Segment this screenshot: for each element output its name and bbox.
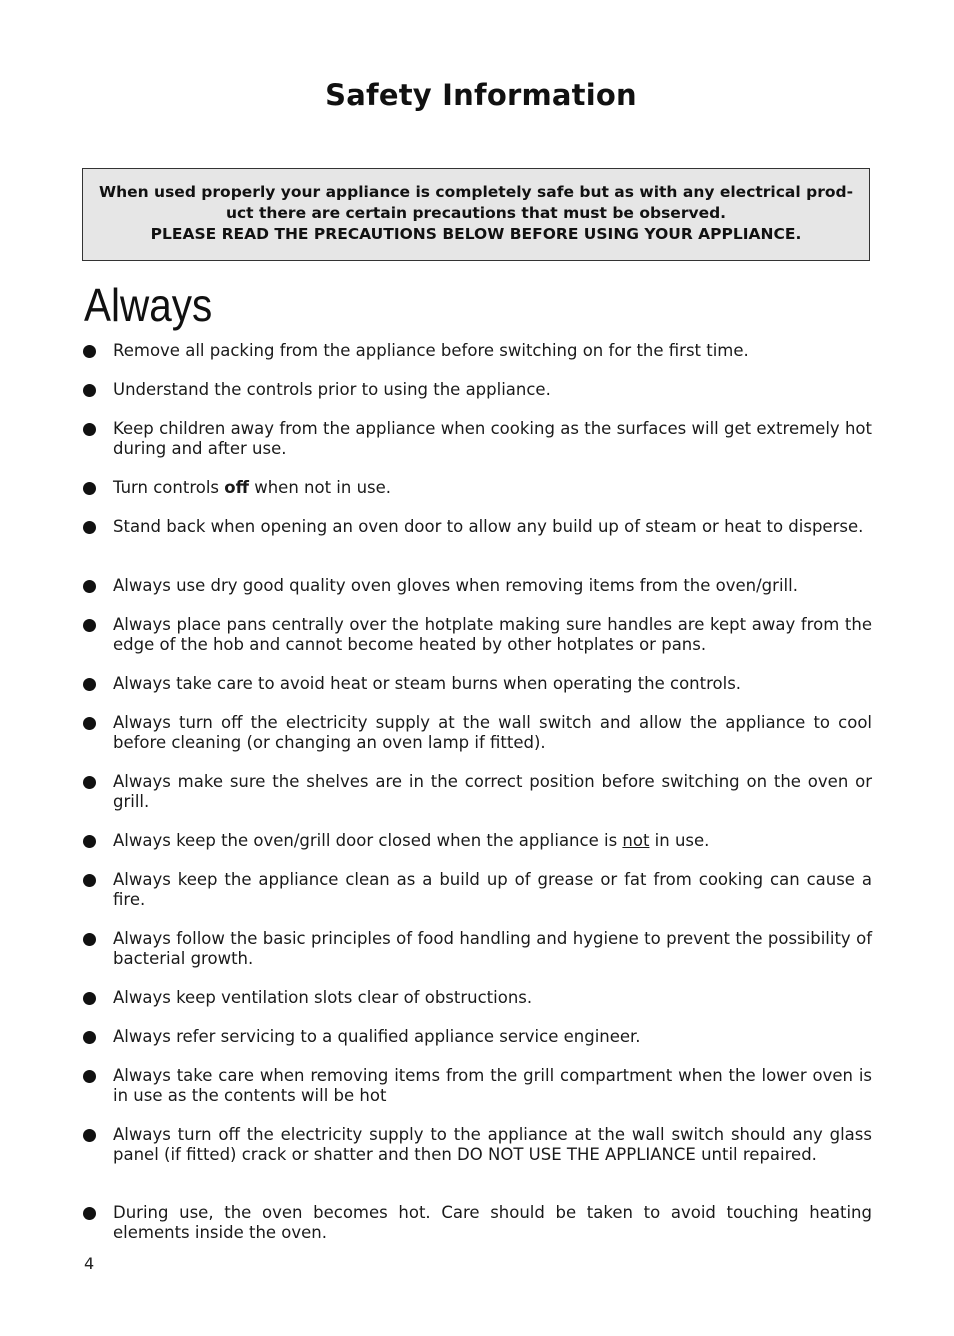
bullet-icon [83,521,96,534]
notice-line-3: PLEASE READ THE PRECAUTIONS BELOW BEFORE USING YOUR APPLIANCE. [150,225,802,243]
list-item-text: Always follow the basic principles of food handling and hygiene to prevent the possibility of bacterial growth. [113,929,872,968]
list-item-text: Always refer servicing to a qualified appliance service engineer. [113,1027,641,1046]
bullet-icon [83,717,96,730]
bullet-icon [83,619,96,632]
list-item-text: During use, the oven becomes hot. Care should be taken to avoid touching heating elements inside the oven. [113,1203,872,1242]
page-title: Safety Information [325,78,637,112]
list-item-text: Always take care to avoid heat or steam burns when operating the controls. [113,674,742,693]
list-item-text-start: Always keep the oven/grill door closed when the appliance is [113,831,623,850]
list-item-text: Stand back when opening an oven door to allow any build up of steam or heat to disperse. [113,517,864,536]
list-item-text: Always turn off the electricity supply to the appliance at the wall switch should any glass panel (if fitted) crack or shatter and then DO NOT USE THE APPLIANCE until repaired. [113,1125,872,1164]
bullet-icon [83,580,96,593]
page-number: 4 [84,1254,95,1273]
safety-notice-box [82,168,870,261]
bullet-icon [83,874,96,887]
bullet-icon [83,678,96,691]
bullet-icon [83,345,96,358]
list-item-text: Remove all packing from the appliance before switching on for the first time. [113,341,749,360]
notice-line-1: When used properly your appliance is completely safe but as with any electrical prod- [98,183,854,201]
list-item-text [113,478,872,498]
bullet-icon [83,1070,96,1083]
bullet-icon [83,992,96,1005]
bullet-icon [83,1207,96,1220]
list-item-text: Keep children away from the appliance when cooking as the surfaces will get extremely hot during and after use. [113,419,872,458]
section-heading-always: Always [84,279,213,331]
list-item-text: Always keep ventilation slots clear of obstructions. [113,988,533,1007]
list-item-text: Always keep the appliance clean as a build up of grease or fat from cooking can cause a fire. [113,870,872,909]
emphasis-off: off [224,478,249,497]
list-item-text: Understand the controls prior to using the appliance. [113,380,551,399]
bullet-icon [83,482,96,495]
bullet-icon [83,776,96,789]
list-item-text: Always use dry good quality oven gloves when removing items from the oven/grill. [113,576,798,595]
list-item-text: Always take care when removing items from the grill compartment when the lower oven is in use as the contents will be hot [113,1066,872,1105]
bullet-icon [83,1129,96,1142]
bullet-icon [83,933,96,946]
emphasis-not: not [622,831,650,850]
list-item-text [113,831,872,851]
bullet-icon [83,835,96,848]
bullet-icon [83,1031,96,1044]
list-item-text: Always place pans centrally over the hotplate making sure handles are kept away from the edge of the hob and cannot become heated by other hotplates or pans. [113,615,872,654]
list-item-text-end: when not in use. [248,478,392,497]
list-item-text: Always make sure the shelves are in the correct position before switching on the oven or grill. [113,772,872,811]
list-item-text-start: Turn controls [113,478,225,497]
list-item-text: Always turn off the electricity supply at the wall switch and allow the appliance to cool before cleaning (or changing an oven lamp if fitted). [113,713,872,752]
bullet-icon [83,384,96,397]
notice-line-2: uct there are certain precautions that must be observed. [225,204,727,222]
list-item-text-end: in use. [649,831,710,850]
bullet-icon [83,423,96,436]
